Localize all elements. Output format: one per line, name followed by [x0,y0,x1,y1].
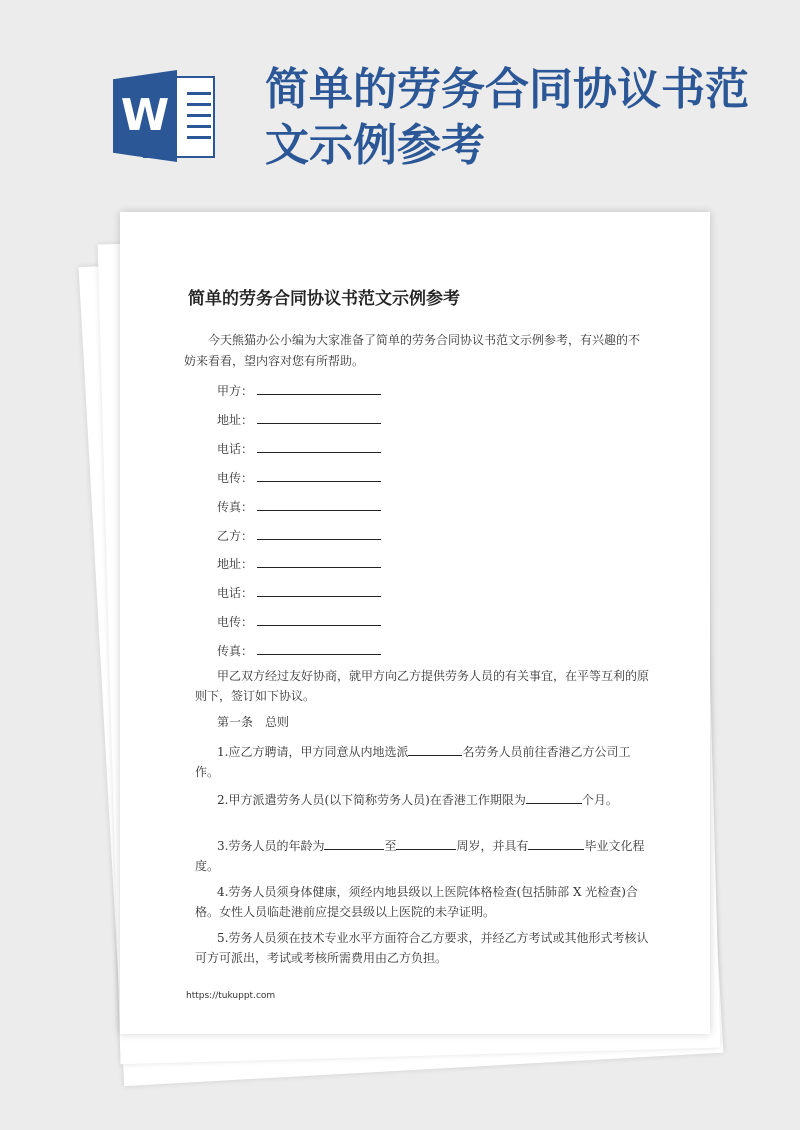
field-label: 乙方： [217,529,254,543]
fill-line [257,382,381,395]
field-phone-a [217,440,381,456]
clause-2-text-b: 个月。 [581,793,618,807]
clause-1 [195,742,650,782]
page-title: 简单的劳务合同协议书范文示例参考 [265,64,749,171]
field-label: 电话： [217,586,254,600]
blank-line [408,744,462,756]
clause-3-text-d: 毕业文化程度。 [195,839,645,873]
fill-line [257,613,381,626]
field-label: 传真： [217,644,254,658]
clause-1-text-a: 1.应乙方聘请，甲方同意从内地选派 [217,745,409,759]
fill-line [257,469,381,482]
field-label: 电传： [217,615,254,629]
fill-line [257,555,381,568]
field-label: 地址： [217,557,254,571]
word-document-icon [113,70,217,162]
field-label: 地址： [217,413,254,427]
document-page [120,212,710,1034]
blank-line [526,792,582,804]
clause-3-text-c: 周岁，并具有 [456,839,529,853]
blank-line [324,838,384,850]
blank-line [528,838,584,850]
field-telex-b [217,613,381,629]
field-label: 电话： [217,442,254,456]
fill-line [257,527,381,540]
field-fax-a [217,498,381,514]
fill-line [257,411,381,424]
document-title: 简单的劳务合同协议书范文示例参考 [188,289,460,309]
clause-3 [195,836,650,876]
fill-line [257,440,381,453]
header [0,0,800,200]
agreement-paragraph: 甲乙双方经过友好协商，就甲方向乙方提供劳务人员的有关事宜，在平等互利的原则下，签订如下协议。 [195,669,650,703]
field-address-b [217,555,381,571]
clause-3-text-b: 至 [384,839,397,853]
field-label: 传真： [217,500,254,514]
section-heading: 第一条 总则 [217,715,290,729]
clause-1-text-b: 名劳务人员前往香港乙方公司工作。 [195,745,631,779]
field-party-b [217,527,381,543]
clause-4: 4.劳务人员须身体健康，须经内地县级以上医院体格检查(包括肺部 X 光检查)合格。女性人员临赴港前应提交县级以上医院的未孕证明。 [195,885,638,919]
fill-line [257,642,381,655]
fill-line [257,584,381,597]
field-telex-a [217,469,381,485]
logo-letter: W [120,90,170,141]
fill-line [257,498,381,511]
field-phone-b [217,584,381,600]
field-address-a [217,411,381,427]
field-party-a [217,382,381,398]
field-label: 电传： [217,471,254,485]
clause-5: 5.劳务人员须在技术专业水平方面符合乙方要求，并经乙方考试或其他形式考核认可方可派出，考试或考核所需费用由乙方负担。 [195,931,649,965]
clause-2 [195,790,650,810]
field-fax-b [217,642,381,658]
field-label: 甲方： [217,384,254,398]
blank-line [396,838,456,850]
clause-2-text-a: 2.甲方派遣劳务人员(以下简称劳务人员)在香港工作期限为 [217,793,526,807]
footer-url[interactable]: https://tukuppt.com [186,991,276,1001]
intro-paragraph: 今天熊猫办公小编为大家准备了简单的劳务合同协议书范文示例参考，有兴趣的不妨来看看，望内容对您有所帮助。 [184,333,641,368]
clause-3-text-a: 3.劳务人员的年龄为 [217,839,325,853]
